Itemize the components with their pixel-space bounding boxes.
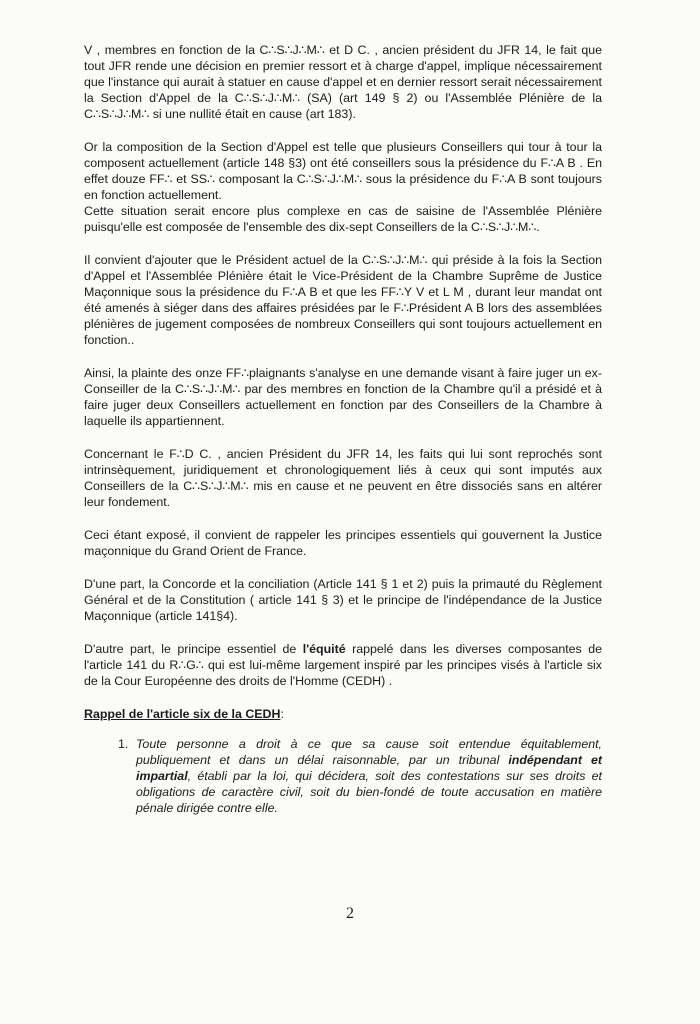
paragraph-7: Ceci étant exposé, il convient de rappeler les principes essentiels qui gouvernent la Justice maçonnique du Grand Orient de France. (84, 528, 602, 558)
section-title-colon: : (280, 707, 284, 721)
paragraph-9-start: D'autre part, le principe essentiel de (84, 642, 303, 656)
page-number: 2 (346, 905, 354, 922)
paragraph-8: D'une part, la Concorde et la conciliation (Article 141 § 1 et 2) puis la primauté du Règlement Général et de la Constitution ( article 141 § 3) et le principe de l'indépendance de la Justice Maçonnique (article 141§4). (84, 577, 602, 623)
section-title-text: Rappel de l'article six de la CEDH (84, 707, 281, 721)
list-item-text-start: Toute personne a droit à ce que sa cause soit entendue équitablement, publiquement et dans un délai raisonnable, par un tribunal (136, 737, 602, 767)
document-body (84, 42, 602, 816)
paragraph-6: Concernant le F∴D C. , ancien Président du JFR 14, les faits qui lui sont reprochés sont intrinsèquement, juridiquement et chronologiquement liés à ceux qui sont imputés aux Conseillers de la C∴S∴J∴M∴ mis en cause et ne peuvent en être dissociés sans en altérer leur fondement. (84, 447, 602, 509)
list-item-text-end: , établi par la loi, qui décidera, soit des contestations sur ses droits et obligations de caractère civil, soit du bien-fondé de toute accusation en matière pénale dirigée contre elle. (136, 769, 602, 815)
section-title (84, 706, 602, 722)
equite-emphasis: l'équité (302, 642, 346, 656)
paragraph-9 (84, 641, 602, 689)
paragraph-5: Ainsi, la plainte des onze FF∴plaignants s'analyse en une demande visant à faire juger un ex-Conseiller de la C∴S∴J∴M∴ par des membres en fonction de la Chambre qu'il a présidé et à faire juger deux Conseillers actuellement en fonction par des Conseillers de la Chambre à laquelle ils appartiennent. (84, 366, 602, 428)
list-item-emphasis: indépendant et impartial (136, 753, 602, 783)
paragraph-1: V , membres en fonction de la C∴S∴J∴M∴ et D C. , ancien président du JFR 14, le fait que tout JFR rende une décision en premier ressort et à charge d'appel, implique nécessairement que l'instance qui aurait à statuer en cause d'appel et en dernier ressort serait nécessairement la Section d'Appel de la C∴S∴J∴M∴ (SA) (art 149 § 2) ou l'Assemblée Plénière de la C∴S∴J∴M∴ si une nullité était en cause (art 183). (84, 43, 602, 121)
article-list (84, 736, 602, 816)
paragraph-9-end: rappelé dans les diverses composantes de l'article 141 du R∴G∴ qui est lui-même largement inspiré par les principes visés à l'article six de la Cour Européenne des droits de l'Homme (CEDH) . (84, 642, 602, 688)
paragraph-4: Il convient d'ajouter que le Président actuel de la C∴S∴J∴M∴ qui préside à la fois la Section d'Appel et l'Assemblée Plénière était le Vice-Président de la Chambre Suprême de Justice Maçonnique sous la présidence du F∴A B et que les FF∴Y V et L M , durant leur mandat ont été amenés à siéger dans des affaires présidées par le F∴Président A B lors des assemblées plénières de jugement composées de nombreux Conseillers qui sont toujours actuellement en fonction.. (84, 253, 602, 347)
list-item-number: 1. (118, 737, 129, 751)
paragraph-2: Or la composition de la Section d'Appel est telle que plusieurs Conseillers qui tour à tour la composent actuellement (article 148 §3) ont été conseillers sous la présidence du F∴A B . En effet douze FF∴ et SS∴ composant la C∴S∴J∴M∴ sous la présidence du F∴A B sont toujours en fonction actuellement. (84, 140, 602, 202)
paragraph-3: Cette situation serait encore plus complexe en cas de saisine de l'Assemblée Plénière puisqu'elle est composée de l'ensemble des dix-sept Conseillers de la C∴S∴J∴M∴. (84, 204, 602, 234)
list-item (118, 736, 602, 816)
